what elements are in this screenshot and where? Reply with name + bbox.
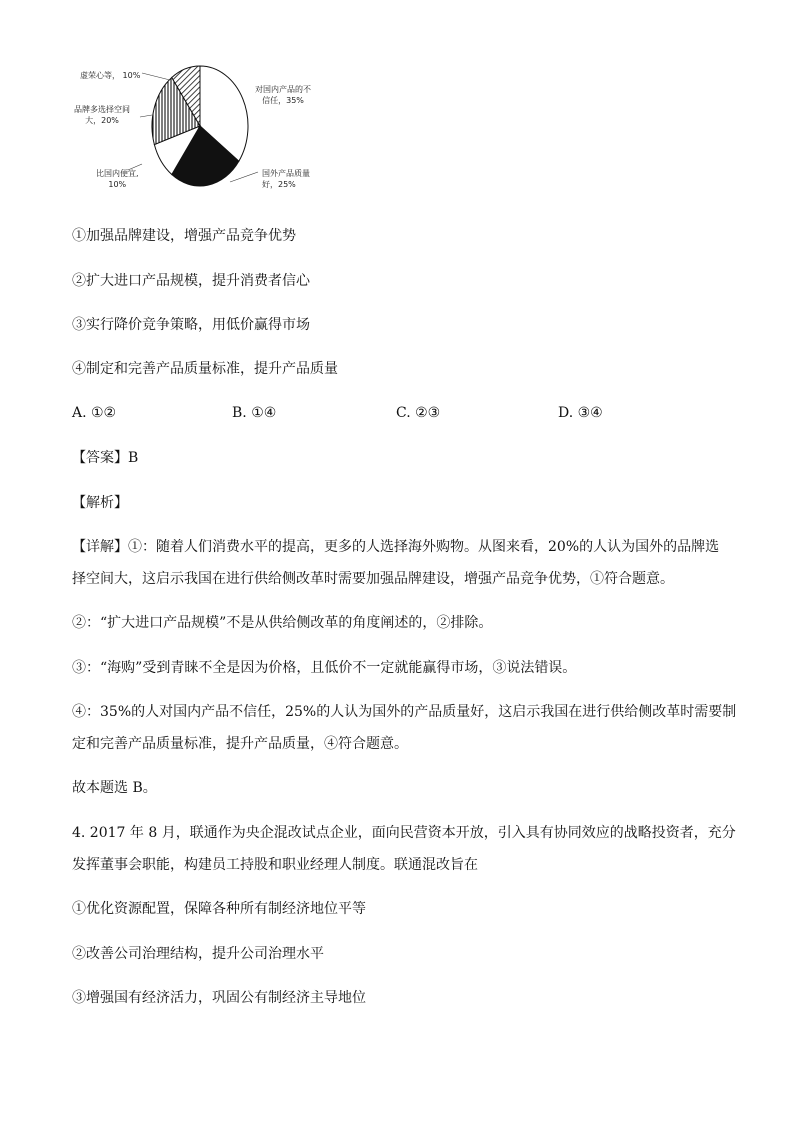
option-4: ④制定和完善产品质量标准，提升产品质量 xyxy=(72,361,338,377)
detail-p1-line2: 择空间大，这启示我国在进行供给侧改革时需要加强品牌建设，增强产品竞争优势，①符合题意。 xyxy=(72,571,674,587)
detail-tag: 【详解】 xyxy=(72,539,128,555)
leader-line-xuronxin xyxy=(142,73,170,80)
slice-label-zhiliang: 国外产品质量 好，25% xyxy=(262,169,310,189)
option-1: ①加强品牌建设，增强产品竞争优势 xyxy=(72,228,296,244)
choice-d: D. ③④ xyxy=(558,405,603,421)
leader-line-zhiliang xyxy=(230,172,258,182)
detail-conclusion: 故本题选 B。 xyxy=(72,780,157,796)
q4-option-2: ②改善公司治理结构，提升公司治理水平 xyxy=(72,946,324,962)
q4-stem-line2: 发挥董事会职能，构建员工持股和职业经理人制度。联通混改旨在 xyxy=(72,857,478,873)
choice-c: C. ②③ xyxy=(396,405,441,421)
analysis-heading: 【解析】 xyxy=(72,495,128,511)
slice-label-pinpai: 品牌多选择空间 大，20% xyxy=(74,105,130,125)
leader-line-pinpai xyxy=(140,115,152,117)
detail-p2: ②：“扩大进口产品规模”不是从供给侧改革的角度阐述的，②排除。 xyxy=(72,615,493,631)
detail-p4-line1: ④：35%的人对国内产品不信任，25%的人认为国外的产品质量好，这启示我国在进行供给侧改革时需要制 xyxy=(72,704,737,720)
pie-chart xyxy=(62,60,352,200)
answer-tag: 【答案】 xyxy=(72,450,128,466)
choice-a: A. ①② xyxy=(72,405,117,421)
q4-stem-line1: 4. 2017 年 8 月，联通作为央企混改试点企业，面向民营资本开放，引入具有协同效应的战略投资者，充分 xyxy=(72,825,736,841)
choice-b: B. ①④ xyxy=(232,405,277,421)
q4-option-3: ③增强国有经济活力，巩固公有制经济主导地位 xyxy=(72,990,366,1006)
slice-label-xuronxin: 虚荣心等， 10% xyxy=(80,71,141,80)
answer-value: B xyxy=(128,450,139,466)
detail-p4-line2: 定和完善产品质量标准，提升产品质量，④符合题意。 xyxy=(72,736,408,752)
option-3: ③实行降价竞争策略，用低价赢得市场 xyxy=(72,317,310,333)
option-2: ②扩大进口产品规模，提升消费者信心 xyxy=(72,273,310,289)
q4-option-1: ①优化资源配置，保障各种所有制经济地位平等 xyxy=(72,901,366,917)
answer-line xyxy=(72,447,138,469)
detail-p1-line1: 【详解】①：随着人们消费水平的提高，更多的人选择海外购物。从图来看，20%的人认为国外的品牌选 xyxy=(72,539,720,555)
slice-label-buxinren: 对国内产品的不 信任，35% xyxy=(255,85,311,105)
slice-label-pianyi: 比国内便宜, 10% xyxy=(96,169,139,189)
detail-p3: ③：“海购”受到青睐不全是因为价格，且低价不一定就能赢得市场，③说法错误。 xyxy=(72,660,577,676)
